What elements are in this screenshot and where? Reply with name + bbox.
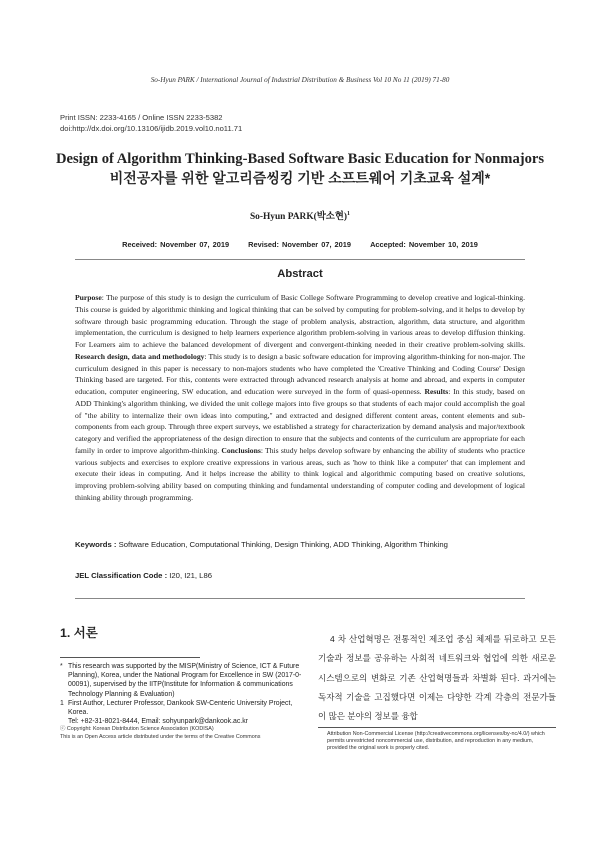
author-superscript: 1 [347, 210, 351, 217]
license-text: Attribution Non-Commercial License (http://creativecommons.org/licenses/by-nc/4.0/) which permits unrestricted noncommercial use, distribution, and reproduction in any medium, provided the original work is properly cited. [327, 731, 545, 752]
abstract-bottom-rule [75, 598, 525, 599]
method-label: Research design, data and methodology [75, 351, 205, 361]
dates-line [0, 240, 600, 249]
abstract-body [75, 292, 525, 504]
method-text: : This study is to design a basic software education for improving algorithm-thinking for non-major. The curriculum designed in this paper is necessary to non-majors students who have completed the 'Creative Thinking and Coding Course' Design Thinking based are targeted. For this, contents were extracted through advanced research analysis at home and abroad, and experts in computer education, computer engineering, SW education, and education were surveyed in the form of quasi-openness. [75, 351, 526, 396]
footnote-mark: * [60, 663, 63, 670]
running-header: So-Hyun PARK / International Journal of Industrial Distribution & Business Vol 10 No 11 (2019) 71-80 [150, 76, 450, 84]
conclusions-label: Conclusions [221, 445, 261, 455]
jel-label: JEL Classification Code : [75, 571, 170, 580]
keywords-label: Keywords : [75, 540, 119, 549]
purpose-label: Purpose [75, 293, 102, 302]
results-text: : In this study, based on ADD Thinking's algorithm thinking, we divided the unit college majors into five groups so that students of each major could accomplish the goal of "the ability to internalize their own ideas into computing," and extracted and designed different content areas, content elements and sub-components from each group. Through three expert surveys, we established a strategy for characterization by demand analysis and major/textbook category and verified the appropriateness of the design direction to ensure that the subjects and contents of the curriculum are appropriate for each family in order to improve algorithm-thinking. [75, 387, 525, 455]
jel-line [75, 571, 525, 580]
license-rule [318, 727, 556, 728]
abstract-heading: Abstract [277, 268, 323, 280]
footnotes [60, 662, 305, 741]
footnote-text: This research was supported by the MISP(Ministry of Science, ICT & Future Planning), Korea, under the National Program for Excellence in SW (2017-0-00091), supervised by the IITP(Institute for Information & communications Technology Planning & Evaluation) [68, 663, 302, 698]
doi-line: doi:http://dx.doi.org/10.13106/ijidb.2019.vol10.no11.71 [60, 123, 243, 133]
conclusions-text: : This study helps develop software by enhancing the ability of students who practice various subjects and exercises to explore creative expressions in various areas, such as 'how to think like a computer' that can implement and execute their ideas in computing. And it helps increase the ability to think logical and algorithmic computing based on creative solutions, improving problem-solving ability based on computing thinking and fundamental understanding of computer coding and development of logical thinking ability through programming. [75, 445, 526, 502]
issn-line: Print ISSN: 2233-4165 / Online ISSN 2233-5382 [60, 113, 223, 122]
section-heading: 1. 서론 [60, 626, 98, 640]
jel-text: I20, I21, L86 [169, 571, 213, 580]
body-text-korean: 4 차 산업혁명은 전통적인 제조업 중심 체제를 뒤로하고 모든 기술과 정보를 공유하는 사회적 네트워크와 협업에 의한 새로운 시스템으로의 변화로 기존 산업혁명들과 차별화 된다. 과거에는 독자적 기술을 고집했다면 이제는 다양한 각계 각층의 전문가들이 많은 분야의 정보를 융합 [318, 634, 556, 722]
abstract-top-rule [75, 259, 525, 260]
paper-title-english: Design of Algorithm Thinking-Based Software Basic Education for Nonmajors [55, 151, 545, 167]
open-access-line: This is an Open Access article distributed under the terms of the Creative Commons [60, 733, 261, 740]
received-date: Received: November 07, 2019 [122, 240, 230, 249]
accepted-date: Accepted: November 10, 2019 [370, 240, 478, 249]
purpose-text: : The purpose of this study is to design the curriculum of Basic College Software Programming to develop creative and logical-thinking. This course is guided by algorithmic thinking and logical thinking that can be solved by computing for problem-solving, and it helps to develop by software through basic programming education. Through the stage of problem analysis, abstraction, algorithm, data structure, and algorithm implementation, the curriculum is designed to help learners experience algorithm problem-solving in various areas to develop diffusion thinking. For Learners aim to achieve the balanced development of divergent and convergent-thinking needed in their creative problem-solving skills. [75, 293, 525, 349]
footnote-mark: 1 [60, 699, 64, 707]
revised-date: Revised: November 07, 2019 [248, 240, 351, 249]
footnote-funding [60, 662, 305, 699]
footnote-contact [60, 717, 305, 726]
footnote-text: First Author, Lecturer Professor, Dankook SW-Centeric University Project, Korea. [68, 699, 293, 717]
author-line [0, 208, 600, 222]
results-label: Results [424, 387, 449, 396]
keywords-text: Software Education, Computational Thinking, Design Thinking, ADD Thinking, Algorithm Thinking [118, 540, 448, 549]
issn-block [60, 113, 242, 134]
footnote-author [60, 699, 305, 717]
keywords-line [75, 540, 525, 549]
author-name: So-Hyun PARK(박소현) [249, 212, 348, 222]
copyright-notice [60, 726, 305, 741]
footnote-rule [60, 657, 200, 658]
footnote-text: Tel: +82-31-8021-8444, Email: sohyunpark@dankook.ac.kr [68, 718, 248, 726]
paper-title-korean: 비전공자를 위한 알고리즘씽킹 기반 소프트웨어 기초교육 설계* [109, 170, 491, 186]
copyright-line: ⓒ Copyright: Korean Distribution Science Association (KODISA) [60, 726, 214, 733]
